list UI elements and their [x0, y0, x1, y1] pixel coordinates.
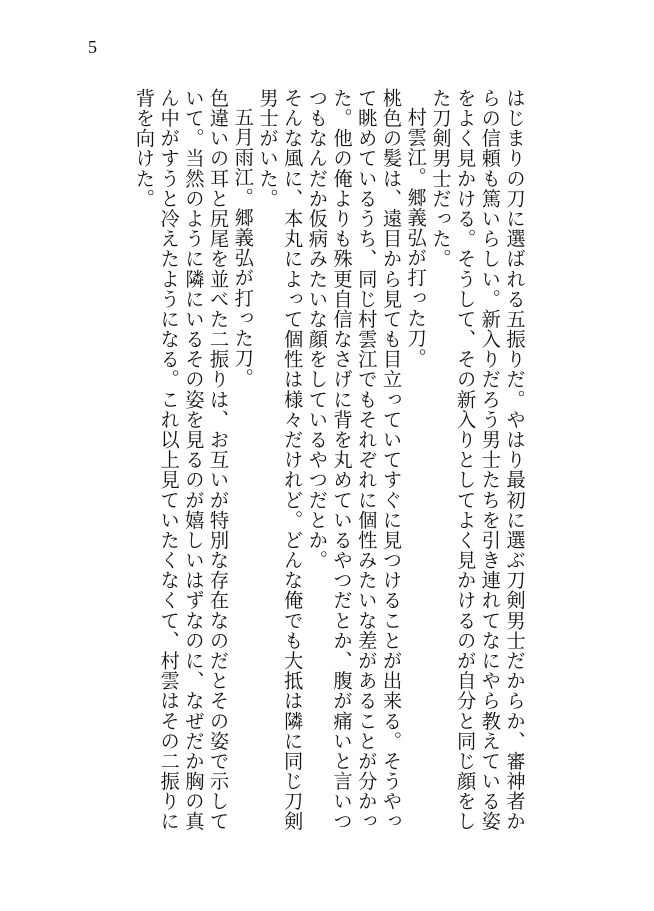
- body-text: [96, 88, 526, 848]
- paragraph-1: はじまりの刀に選ばれる五振りだ。やはり最初に選ぶ刀剣男士だからか、審神者からの信頼も篤いらしい。新入りだろう男士たちを引き連れてなにやら教えている姿をよく見かける。そうして、その新入りとしてよく見かけるのが自分と同じ顔をした刀剣男士だった。: [428, 88, 526, 832]
- paragraph-5: 五月雨江。郷義弘が打った刀。: [231, 107, 255, 389]
- paragraph-2: 村雲江。郷義弘が打った刀。: [404, 107, 428, 369]
- paragraph-3: 桃色の髪は、遠目から見ても目立っていてすぐに見つけることが出来る。そうやって眺めているうち、同じ村雲江でもそれぞれに個性みたいな差があることが分かった。他の俺よりも殊更自信なさげに背を丸めているやつだとか、腹が痛いと言いつつもなんだか仮病みたいな顔をしているやつだとか。: [305, 88, 403, 832]
- page-number: 5: [88, 37, 97, 57]
- paragraph-4: そんな風に、本丸によって個性は様々だけれど。どんな俺でも大抵は隣に同じ刀剣男士がいた。: [255, 88, 304, 832]
- paragraph-6: 色違いの耳と尻尾を並べた二振りは、お互いが特別な存在なのだとその姿で示していて。当然のように隣にいるその姿を見るのが嬉しいはずなのに、なぜだか胸の真ん中がすうと冷えたようになる。これ以上見ていたくなくて、村雲はその二振りに背を向けた。: [132, 88, 230, 832]
